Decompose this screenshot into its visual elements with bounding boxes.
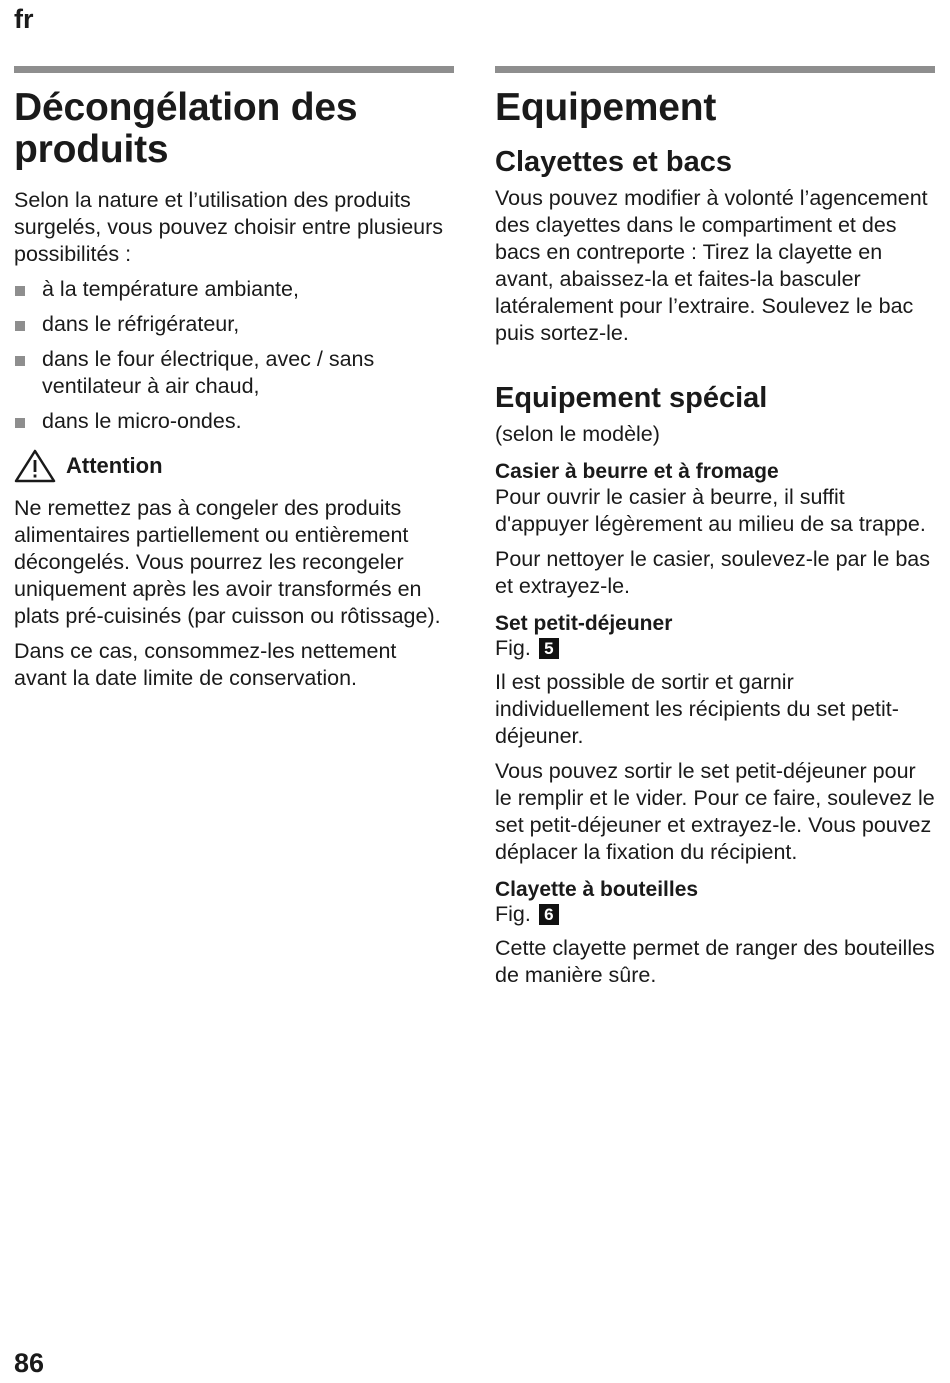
intro-paragraph: Selon la nature et l’utilisation des produits surgelés, vous pouvez choisir entre plusieurs possibilités : xyxy=(14,188,444,266)
square-bullet-icon xyxy=(15,418,25,428)
warning-triangle-icon xyxy=(14,449,56,483)
item-heading-set-petit-dejeuner: Set petit-déjeuner xyxy=(495,612,673,635)
warning-paragraph: Ne remettez pas à congeler des produits alimentaires partiellement ou entièrement décongelés. Vous pourrez les recongeler uniquement après les avoir transformés en plats pré-cuisinés (par cuisson ou rôtissage). xyxy=(14,496,441,628)
figure-number-badge: 5 xyxy=(539,638,559,659)
section-paragraph: Vous pouvez modifier à volonté l’agencement des clayettes dans le compartiment et des bacs en contreporte : Tirez la clayette en avant, abaissez-la et faites-la basculer latéralement pour l’extraire. Soulevez le bac puis sortez-le. xyxy=(495,186,928,345)
square-bullet-icon xyxy=(15,286,25,296)
attention-label: Attention xyxy=(66,453,163,478)
figure-number-badge: 6 xyxy=(539,904,559,925)
warning-paragraph-2: Dans ce cas, consommez-les nettement avant la date limite de conservation. xyxy=(14,639,397,690)
item-paragraph: Cette clayette permet de ranger des bouteilles de manière sûre. xyxy=(495,936,935,987)
attention-heading xyxy=(14,449,454,483)
section-heading-clayettes: Clayettes et bacs xyxy=(495,146,732,178)
square-bullet-icon xyxy=(15,321,25,331)
section-divider xyxy=(14,66,454,73)
list-item: dans le four électrique, avec / sans ventilateur à air chaud, xyxy=(14,346,454,400)
section-heading-equipement-special: Equipement spécial xyxy=(495,382,768,414)
item-paragraph: Vous pouvez sortir le set petit-déjeuner pour le remplir et le vider. Pour ce faire, soulevez le set petit-déjeuner et extrayez-le. Vous pouvez déplacer la fixation du récipient. xyxy=(495,759,935,864)
item-heading-casier: Casier à beurre et à fromage xyxy=(495,460,779,483)
list-item: dans le micro-ondes. xyxy=(14,408,454,435)
page-title-left: Décongélation des produits xyxy=(14,86,358,171)
list-item: dans le réfrigérateur, xyxy=(14,311,454,338)
figure-reference: Fig. 5 xyxy=(495,636,935,661)
list-item: à la température ambiante, xyxy=(14,276,454,303)
page-number: 86 xyxy=(14,1348,45,1378)
item-paragraph: Pour ouvrir le casier à beurre, il suffit d'appuyer légèrement au milieu de sa trappe. xyxy=(495,485,926,536)
item-paragraph: Il est possible de sortir et garnir individuellement les récipients du set petit-déjeuner. xyxy=(495,670,899,748)
page-title-right: Equipement xyxy=(495,86,717,129)
item-heading-clayette-bouteilles: Clayette à bouteilles xyxy=(495,878,699,901)
figure-reference: Fig. 6 xyxy=(495,902,935,927)
option-list xyxy=(14,276,454,435)
item-paragraph: Pour nettoyer le casier, soulevez-le par le bas et extrayez-le. xyxy=(495,547,931,598)
section-divider xyxy=(495,66,935,73)
square-bullet-icon xyxy=(15,356,25,366)
section-subtitle: (selon le modèle) xyxy=(495,422,660,446)
language-tag: fr xyxy=(14,4,34,34)
left-column xyxy=(14,66,454,700)
right-column xyxy=(495,66,935,997)
